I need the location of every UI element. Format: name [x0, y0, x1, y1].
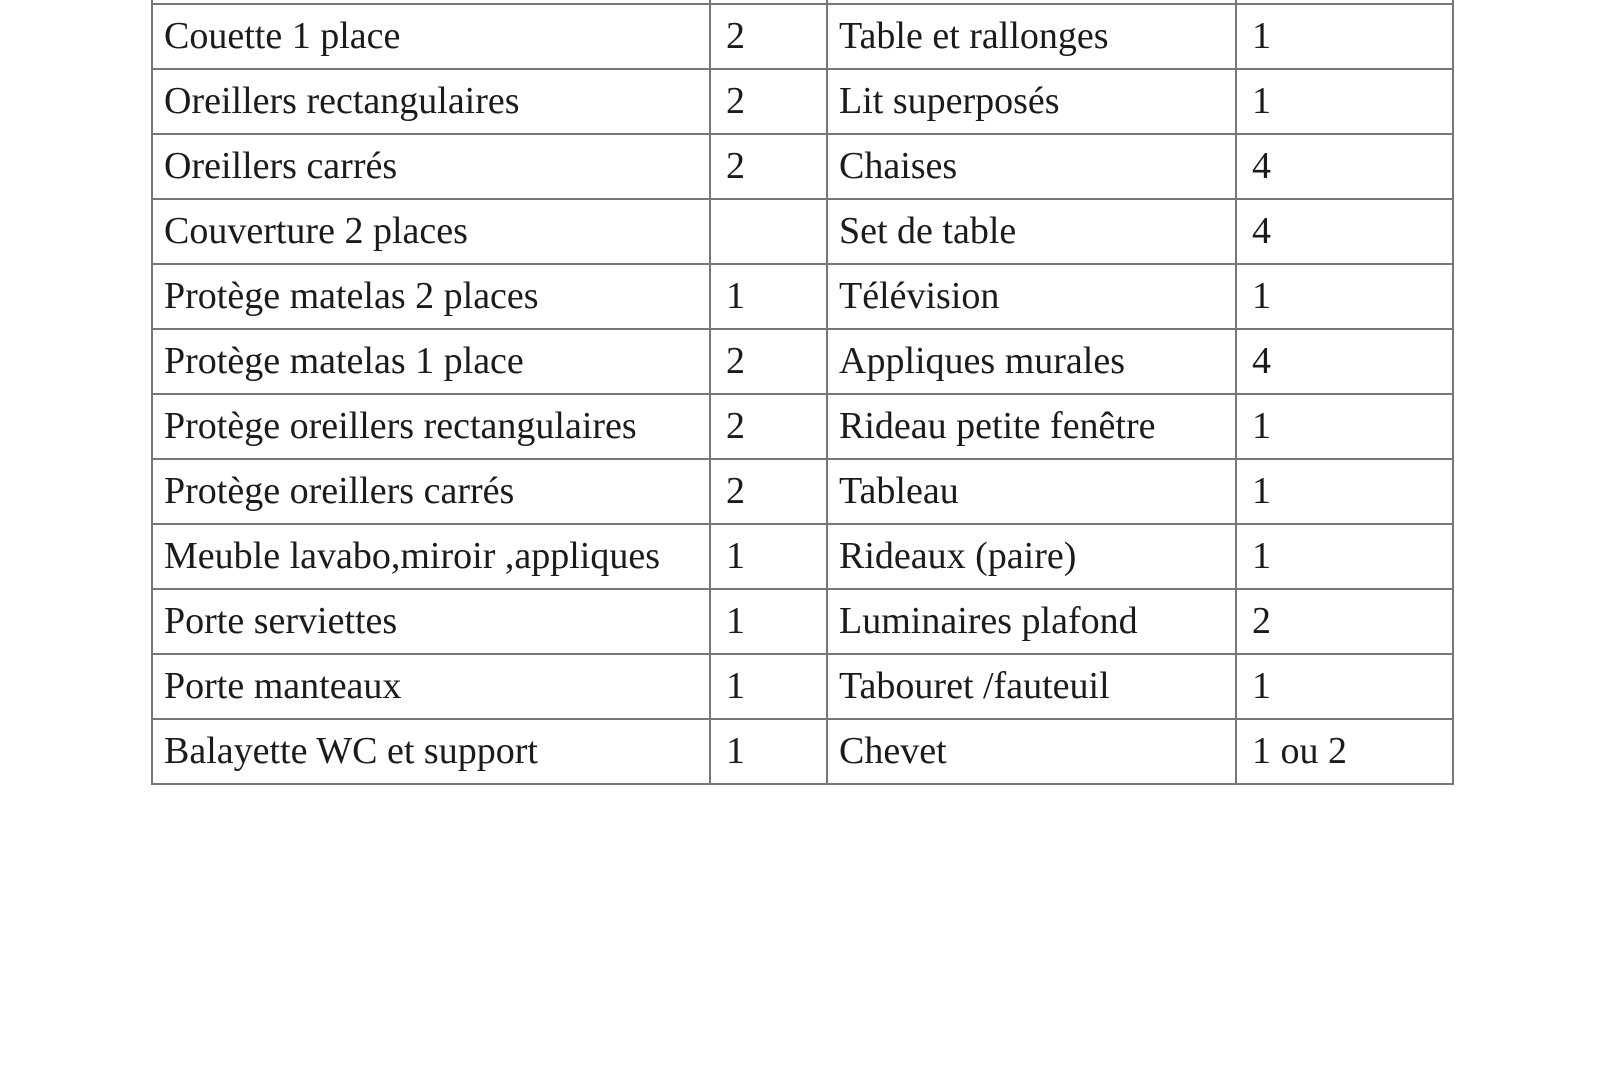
item-name-cell: Télévision	[827, 264, 1236, 329]
quantity-cell: 1	[710, 589, 827, 654]
quantity-cell: 1	[1236, 394, 1453, 459]
quantity-cell: 1	[1236, 4, 1453, 69]
inventory-table-body	[152, 4, 1453, 784]
quantity-cell	[710, 199, 827, 264]
inventory-table	[151, 0, 1454, 785]
quantity-cell: 1	[1236, 524, 1453, 589]
item-name-cell: Oreillers carrés	[152, 134, 710, 199]
table-row	[152, 329, 1453, 394]
quantity-cell: 1	[1236, 459, 1453, 524]
item-name-cell: Table et rallonges	[827, 4, 1236, 69]
item-name-cell: Oreillers rectangulaires	[152, 69, 710, 134]
item-name-cell: Meuble lavabo,miroir ,appliques	[152, 524, 710, 589]
item-name-cell: Porte manteaux	[152, 654, 710, 719]
item-name-cell: Rideaux (paire)	[827, 524, 1236, 589]
item-name-cell: Luminaires plafond	[827, 589, 1236, 654]
quantity-cell: 4	[1236, 134, 1453, 199]
item-name-cell: Appliques murales	[827, 329, 1236, 394]
item-name-cell: Balayette WC et support	[152, 719, 710, 784]
quantity-cell: 1	[1236, 654, 1453, 719]
item-name-cell: Chevet	[827, 719, 1236, 784]
quantity-cell: 1	[710, 264, 827, 329]
quantity-cell: 2	[710, 329, 827, 394]
quantity-cell: 4	[1236, 199, 1453, 264]
item-name-cell: Couverture 2 places	[152, 199, 710, 264]
item-name-cell: Set de table	[827, 199, 1236, 264]
table-row	[152, 69, 1453, 134]
table-row	[152, 654, 1453, 719]
item-name-cell: Protège oreillers carrés	[152, 459, 710, 524]
quantity-cell: 1 ou 2	[1236, 719, 1453, 784]
table-row	[152, 524, 1453, 589]
item-name-cell: Protège matelas 1 place	[152, 329, 710, 394]
quantity-cell: 1	[710, 654, 827, 719]
table-row	[152, 459, 1453, 524]
table-row	[152, 264, 1453, 329]
item-name-cell: Lit superposés	[827, 69, 1236, 134]
quantity-cell: 2	[710, 459, 827, 524]
quantity-cell: 2	[710, 4, 827, 69]
table-row	[152, 199, 1453, 264]
item-name-cell: Tabouret /fauteuil	[827, 654, 1236, 719]
quantity-cell: 2	[710, 394, 827, 459]
quantity-cell: 1	[1236, 264, 1453, 329]
item-name-cell: Rideau petite fenêtre	[827, 394, 1236, 459]
table-row	[152, 4, 1453, 69]
table-row	[152, 589, 1453, 654]
table-row	[152, 134, 1453, 199]
table-row	[152, 394, 1453, 459]
quantity-cell: 1	[710, 719, 827, 784]
quantity-cell: 2	[1236, 589, 1453, 654]
item-name-cell: Chaises	[827, 134, 1236, 199]
item-name-cell: Porte serviettes	[152, 589, 710, 654]
item-name-cell: Protège oreillers rectangulaires	[152, 394, 710, 459]
quantity-cell: 1	[710, 524, 827, 589]
table-row	[152, 719, 1453, 784]
quantity-cell: 2	[710, 69, 827, 134]
quantity-cell: 4	[1236, 329, 1453, 394]
quantity-cell: 2	[710, 134, 827, 199]
item-name-cell: Couette 1 place	[152, 4, 710, 69]
item-name-cell: Tableau	[827, 459, 1236, 524]
quantity-cell: 1	[1236, 69, 1453, 134]
item-name-cell: Protège matelas 2 places	[152, 264, 710, 329]
